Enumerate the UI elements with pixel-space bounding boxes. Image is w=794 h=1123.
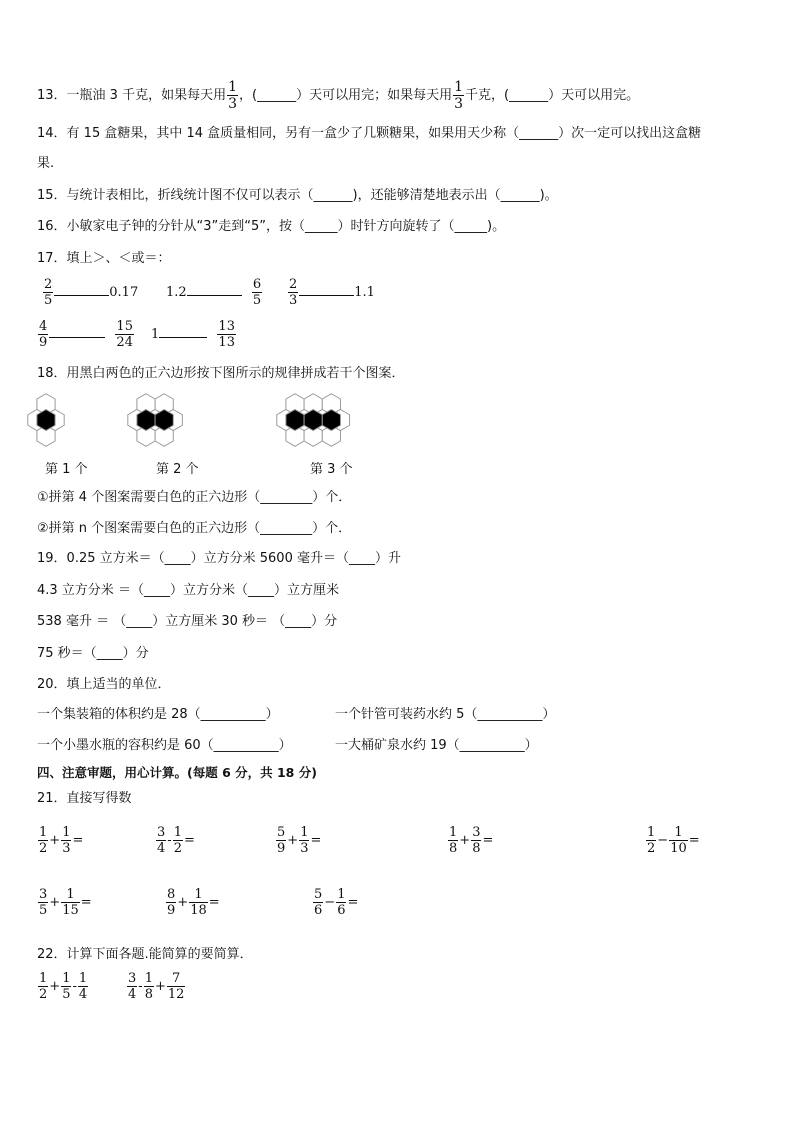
numerator: 3 [472,825,481,840]
question-20-title: 20．填上适当的单位． [37,677,171,692]
answer-blank[interactable] [49,336,105,338]
denominator: 4 [157,841,166,856]
q13-text-c: 千克，(______）天可以用完。 [465,88,640,103]
denominator: 2 [647,841,656,856]
question-22-title: 22．计算下面各题.能简算的要简算． [37,947,253,962]
q17-r2i2-fraction [217,320,236,349]
denominator: 24 [116,335,133,350]
numerator: 2 [44,277,53,292]
black-hexagon [286,410,304,431]
fraction [189,888,208,917]
denominator: 4 [128,987,137,1002]
q18-part-2: ②拼第 n 个图案需要白色的正六边形（________）个． [37,521,352,536]
fraction [646,826,656,855]
numerator: 13 [218,319,235,334]
q17-r1i2-lhs: 1.2 [166,285,187,300]
denominator: 13 [218,335,235,350]
numerator: 1 [66,887,75,902]
equals-sign: = [310,833,322,848]
q19-line-1: 19．0.25 立方米＝（____）立方分米 5600 毫升＝（____）升 [37,551,401,566]
numerator: 1 [144,971,153,986]
operator: - [138,979,143,994]
numerator: 1 [39,825,48,840]
q17-row2-item1 [37,320,135,349]
numerator: 1 [449,825,458,840]
numerator: 3 [128,971,137,986]
fraction [336,888,346,917]
question-13 [37,80,639,111]
operator: + [459,833,471,848]
q13-text-a: 13．一瓶油 3 千克，如果每天用 [37,88,227,103]
q17-r1i2-fraction [252,278,262,307]
q22-expression-1 [37,972,89,1001]
operator: + [49,979,61,994]
q20-item-1: 一个集装箱的体积约是 28（__________） [37,707,279,722]
q21-expression [645,826,700,855]
numerator: 6 [252,277,262,292]
numerator: 1 [300,825,309,840]
answer-blank[interactable] [299,294,354,296]
operator: - [167,833,172,848]
q21-expression [155,826,195,855]
q13-f1-numerator: 1 [228,79,237,95]
fraction [166,888,176,917]
numerator: 1 [39,971,48,986]
equals-sign: = [688,833,700,848]
fraction [313,888,323,917]
q21-expression [312,888,358,917]
numerator: 5 [314,887,323,902]
fraction [471,826,481,855]
operator: - [72,979,77,994]
black-hexagon [322,410,340,431]
fraction [167,972,186,1001]
denominator: 9 [167,903,176,918]
denominator: 6 [314,903,323,918]
q21-expression [447,826,493,855]
black-hexagon [155,410,173,431]
q17-r1i1-fraction [43,278,53,307]
q13-text-b: ，(______）天可以用完；如果每天用 [239,88,453,103]
fraction [173,826,183,855]
operator: − [324,895,336,910]
fraction [669,826,688,855]
numerator: 7 [172,971,181,986]
numerator: 1 [337,887,346,902]
fraction [61,826,71,855]
q17-r2i1-fraction [38,320,48,349]
q20-item-2: 一个针管可装药水约 5（__________） [335,707,556,722]
denominator: 5 [44,293,53,308]
denominator: 8 [472,841,481,856]
question-14-line-2: 果. [37,156,55,171]
numerator: 4 [39,319,48,334]
q21-expression [165,888,220,917]
numerator: 3 [39,887,48,902]
fraction [127,972,137,1001]
numerator: 1 [78,971,88,986]
fraction [38,888,48,917]
answer-blank[interactable] [187,294,242,296]
denominator: 3 [62,841,71,856]
equals-sign: = [183,833,195,848]
q13-fraction-1 [227,80,238,111]
q13-f2-denominator: 3 [454,96,463,112]
denominator: 2 [39,841,48,856]
numerator: 8 [167,887,176,902]
section-4-heading: 四、注意审题，用心计算。(每题 6 分，共 18 分) [37,765,317,780]
q22-expression-2 [126,972,186,1001]
denominator: 4 [78,987,88,1002]
denominator: 5 [62,987,71,1002]
denominator: 8 [144,987,153,1002]
operator: − [657,833,669,848]
operator: + [49,895,61,910]
answer-blank[interactable] [54,294,109,296]
denominator: 9 [39,335,48,350]
equals-sign: = [72,833,84,848]
fraction [78,972,88,1001]
fraction [276,826,286,855]
q17-row1-item3 [287,278,375,307]
denominator: 6 [337,903,346,918]
fraction [156,826,166,855]
question-15: 15．与统计表相比，折线统计图不仅可以表示（______)，还能够清楚地表示出（______)。 [37,188,558,203]
operator: + [49,833,61,848]
question-14-line-1: 14．有 15 盒糖果，其中 14 盒质量相同，另有一盒少了几颗糖果，如果用天少称（______）次一定可以找出这盒糖 [37,126,702,141]
q21-expression [275,826,321,855]
q19-line-2: 4.3 立方分米 ＝（____）立方分米（____）立方厘米 [37,583,339,598]
q17-r2i2-lhs: 1 [151,327,160,342]
question-17-title: 17．填上＞、＜或＝： [37,251,171,266]
q17-r2i1-fraction-2 [115,320,134,349]
question-21-title: 21．直接写得数 [37,791,132,806]
numerator: 1 [194,887,203,902]
hexagon-pattern-figure [0,390,794,450]
q20-item-3: 一个小墨水瓶的容积约是 60（__________） [37,738,292,753]
numerator: 2 [289,277,298,292]
q19-line-3: 538 毫升 ＝ （____）立方厘米 30 秒＝ （____）分 [37,614,338,629]
denominator: 8 [449,841,458,856]
q17-r1i3-fraction [288,278,298,307]
q13-f1-denominator: 3 [228,96,237,112]
black-hexagon [304,410,322,431]
pattern-label-1: 第 1 个 [45,462,88,477]
operator: + [154,979,166,994]
operator: + [177,895,189,910]
denominator: 9 [277,841,286,856]
black-hexagon [37,410,55,431]
fraction [38,826,48,855]
equals-sign: = [347,895,359,910]
denominator: 2 [173,841,182,856]
numerator: 1 [62,971,71,986]
numerator: 1 [62,825,71,840]
numerator: 15 [116,319,133,334]
numerator: 1 [173,825,182,840]
denominator: 3 [289,293,298,308]
question-18-title: 18．用黑白两色的正六边形按下图所示的规律拼成若干个图案． [37,366,405,381]
q20-item-4: 一大桶矿泉水约 19（__________） [335,738,538,753]
pattern-label-3: 第 3 个 [310,462,353,477]
fraction [61,972,71,1001]
denominator: 5 [39,903,48,918]
q17-row2-item2 [151,320,237,349]
equals-sign: = [482,833,494,848]
q19-line-4: 75 秒＝（____）分 [37,646,149,661]
fraction [144,972,154,1001]
equals-sign: = [208,895,220,910]
denominator: 18 [190,903,207,918]
q17-row1-item1 [42,278,138,307]
q18-part-1: ①拼第 4 个图案需要白色的正六边形（________）个． [37,490,352,505]
numerator: 1 [674,825,683,840]
denominator: 10 [670,841,687,856]
denominator: 2 [39,987,48,1002]
question-16: 16．小敏家电子钟的分针从“3”走到“5”，按（_____）时针方向旋转了（_____)。 [37,219,506,234]
black-hexagon [137,410,155,431]
fraction [299,826,309,855]
numerator: 3 [157,825,166,840]
q21-expression [37,888,92,917]
fraction [38,972,48,1001]
fraction [448,826,458,855]
q21-expression [37,826,83,855]
pattern-label-2: 第 2 个 [156,462,199,477]
q13-f2-numerator: 1 [454,79,463,95]
denominator: 3 [300,841,309,856]
equals-sign: = [80,895,92,910]
fraction [61,888,80,917]
q13-fraction-2 [453,80,464,111]
q17-r1i3-rhs: 1.1 [354,285,375,300]
numerator: 5 [277,825,286,840]
denominator: 15 [62,903,79,918]
denominator: 12 [167,987,185,1002]
answer-blank[interactable] [159,336,207,338]
operator: + [287,833,299,848]
numerator: 1 [647,825,656,840]
q17-row1-item2 [166,278,263,307]
denominator: 5 [252,293,262,308]
q17-r1i1-rhs: 0.17 [109,285,139,300]
